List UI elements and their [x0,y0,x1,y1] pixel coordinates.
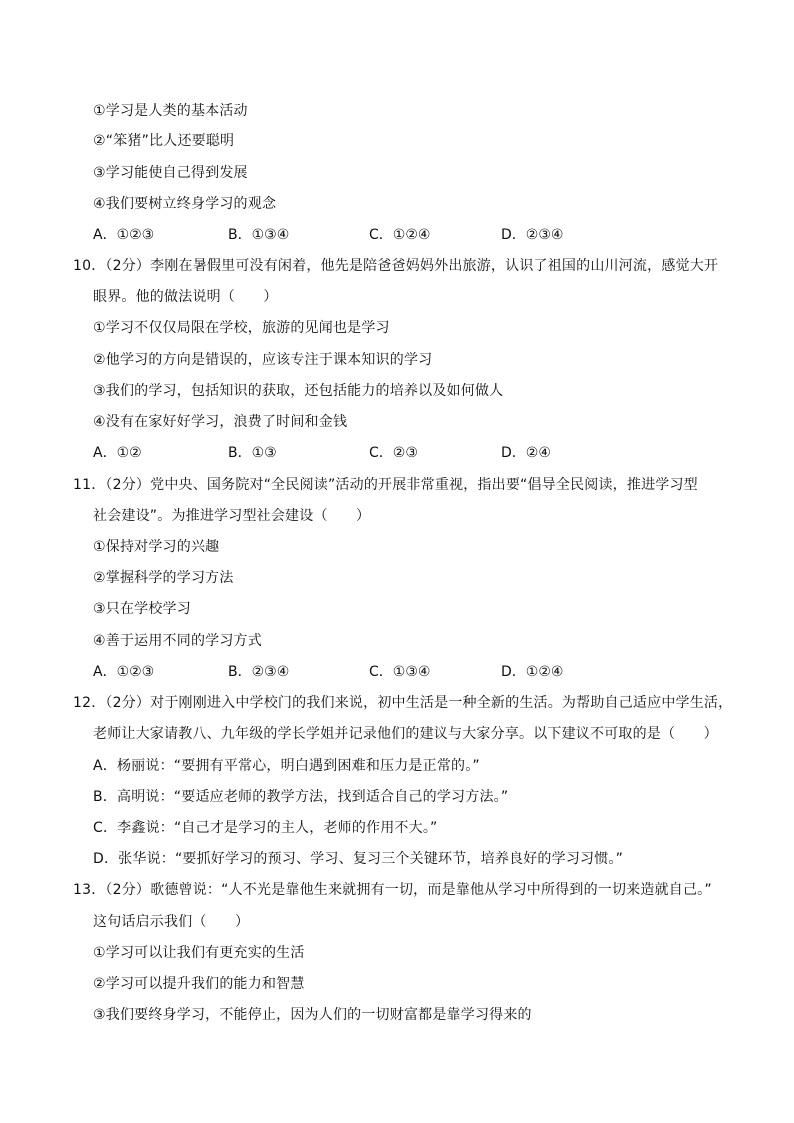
q9-item-3: ③学习能使自己得到发展 [93,165,248,181]
q10-option-c: C．②③ [369,445,418,461]
q13-stem-line2: 这句话启示我们（ ） [93,914,250,930]
q9-item-1: ①学习是人类的基本活动 [93,103,248,119]
q12-stem-line2: 老师让大家请教八、九年级的学长学姐并记录他们的建议与大家分享。以下建议不可取的是（ ） [93,726,718,742]
q13-item-2: ②学习可以提升我们的能力和智慧 [93,976,305,992]
q9-option-a: A．①②③ [93,227,155,243]
q10-item-2: ②他学习的方向是错误的，应该专注于课本知识的学习 [93,352,433,368]
q9-item-2: ②“笨猪”比人还要聪明 [93,133,235,149]
q10-stem-line2: 眼界。他的做法说明（ ） [93,289,278,305]
q11-option-a: A．①②③ [93,664,155,680]
q10-item-3: ③我们的学习，包括知识的获取，还包括能力的培养以及如何做人 [93,383,504,399]
q11-item-1: ①保持对学习的兴趣 [93,539,220,555]
q9-option-c: C．①②④ [369,227,431,243]
q11-option-b: B．②③④ [228,664,290,680]
q10-item-4: ④没有在家好好学习，浪费了时间和金钱 [93,414,348,430]
q12-stem-line1: 12．（2分）对于刚刚进入中学校门的我们来说，初中生活是一种全新的生活。为帮助自己适应中学生活， [73,695,733,711]
q9-option-b: B．①③④ [228,227,290,243]
q13-item-3: ③我们要终身学习，不能停止，因为人们的一切财富都是靠学习得来的 [93,1007,532,1023]
q13-item-1: ①学习可以让我们有更充实的生活 [93,945,305,961]
q13-stem-line1: 13．（2分）歌德曾说：“人不光是靠他生来就拥有一切，而是靠他从学习中所得到的一切来造就自己。” [73,882,712,898]
q10-option-d: D．②④ [501,445,551,461]
q11-item-2: ②掌握科学的学习方法 [93,570,234,586]
q10-stem-line1: 10．（2分）李刚在暑假里可没有闲着，他先是陪爸爸妈妈外出旅游，认识了祖国的山川河流，感觉大开 [73,258,719,274]
q10-item-1: ①学习不仅仅局限在学校，旅游的见闻也是学习 [93,320,390,336]
q9-item-4: ④我们要树立终身学习的观念 [93,196,277,212]
q11-item-3: ③只在学校学习 [93,601,191,617]
q11-stem-line2: 社会建设”。为推进学习型社会建设（ ） [93,508,371,524]
q11-option-d: D．①②④ [501,664,564,680]
q12-option-b: B．高明说：“要适应老师的教学方法，找到适合自己的学习方法。” [93,789,509,805]
q11-item-4: ④善于运用不同的学习方式 [93,633,262,649]
q12-option-d: D．张华说：“要抓好学习的预习、学习、复习三个关键环节，培养良好的学习习惯。” [93,851,624,867]
q10-option-a: A．①② [93,445,142,461]
q11-stem-line1: 11．（2分）党中央、国务院对“全民阅读”活动的开展非常重视，指出要“倡导全民阅读，推进学习型 [73,477,698,493]
q12-option-a: A．杨丽说：“要拥有平常心，明白遇到困难和压力是正常的。” [93,758,480,774]
q9-option-d: D．②③④ [501,227,564,243]
q12-option-c: C．李鑫说：“自己才是学习的主人，老师的作用不大。” [93,820,438,836]
q10-option-b: B．①③ [228,445,277,461]
q11-option-c: C．①③④ [369,664,431,680]
